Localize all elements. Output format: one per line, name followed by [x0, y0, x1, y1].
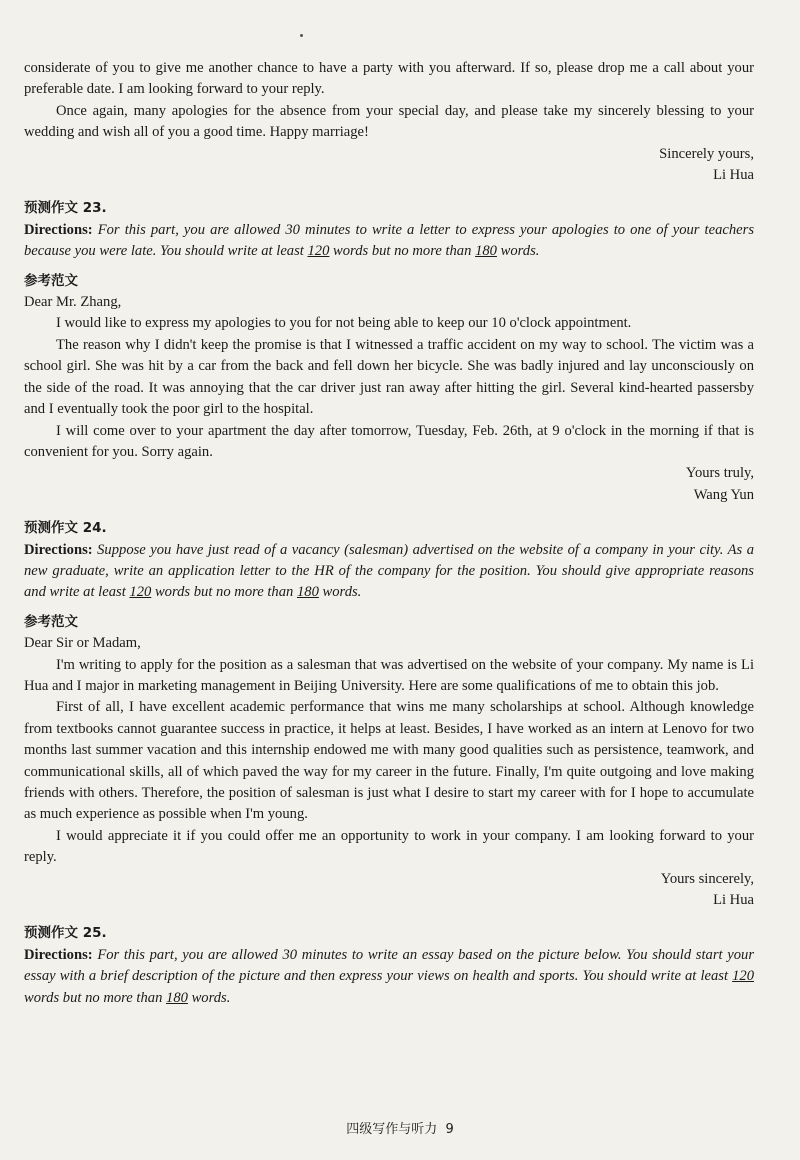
continuation-paragraph: considerate of you to give me another chance to have a party with you afterward. If so, please drop me a call about your preferable date. I am looking forward to your reply.: [24, 60, 754, 98]
letter-paragraph: The reason why I didn't keep the promise is that I witnessed a traffic accident on my way to school. The victim was a school girl. She was hit by a car from the back and fell down her bicycle. She was badly injured and lay unconsciously on the side of the road. It was annoying that the car driver just ran away after hitting the girl. Several kind-hearted passersby and I eventually took the poor girl to the hospital.: [24, 336, 754, 418]
min-words: 120: [307, 243, 330, 260]
letter-paragraph: I would like to express my apologies to you for not being able to keep our 10 o'clock appointment.: [56, 315, 632, 332]
letter-paragraph: I would appreciate it if you could offer me an opportunity to work in your company. I am looking forward to your reply.: [24, 827, 754, 866]
page-number: 9: [445, 1122, 454, 1137]
directions-text: words but no more than: [151, 584, 297, 601]
scan-speck: [300, 34, 303, 37]
max-words: 180: [296, 584, 319, 601]
continuation-paragraph: Once again, many apologies for the absence from your special day, and please take my sincerely blessing to your wedding and wish all of you a good time. Happy marriage!: [24, 102, 754, 141]
footer-title: 四级写作与听力: [346, 1122, 438, 1137]
letter-paragraph: First of all, I have excellent academic performance that wins me many scholarships at school. Although knowledge from textbooks cannot guarantee success in practice, it helps at least. Besides, I have worked as an intern at Lenovo for two months last summer vacation and this internship endowed me with many good qualities such as persistence, teamwork, and communicational skills, all of which paved the way for my career in the future. Finally, I'm quite outgoing and love making friends with others. Therefore, the position of salesman is just what I desire to start my career with for I hope to accumulate as much experience as possible when I'm young.: [24, 699, 754, 823]
signature: Li Hua: [713, 892, 754, 909]
letter-paragraph: I will come over to your apartment the day after tomorrow, Tuesday, Feb. 26th, at 9 o'clock in the morning if that is convenient for you. Sorry again.: [24, 422, 754, 460]
directions-24: [24, 540, 754, 604]
closing: Yours sincerely,: [660, 870, 754, 887]
max-words: 180: [475, 243, 497, 260]
sample-heading: 参考范文: [24, 272, 78, 289]
min-words: 120: [129, 584, 152, 601]
min-words: 120: [732, 968, 754, 985]
directions-text: For this part, you are allowed 30 minutes to write a letter to express your apologies to one of your teachers because you were late. You should write at least: [24, 221, 754, 260]
sample-heading: 参考范文: [24, 613, 78, 630]
directions-text: words.: [496, 243, 540, 260]
directions-label: Directions:: [24, 541, 93, 558]
directions-text: words.: [187, 989, 231, 1006]
section-heading-24: 预测作文 24.: [24, 520, 107, 537]
max-words: 180: [166, 989, 188, 1006]
signature: Li Hua: [713, 167, 754, 184]
directions-text: words but no more than: [329, 243, 476, 260]
directions-23: [24, 220, 754, 263]
directions-text: words.: [318, 584, 362, 601]
directions-label: Directions:: [24, 946, 93, 963]
section-heading-25: 预测作文 25.: [24, 925, 107, 942]
signature: Wang Yun: [693, 486, 754, 503]
directions-25: [24, 945, 754, 1009]
directions-text: words but no more than: [24, 989, 167, 1006]
closing: Sincerely yours,: [659, 145, 754, 162]
section-heading-23: 预测作文 23.: [24, 200, 107, 217]
page-footer: [0, 1118, 800, 1137]
directions-label: Directions:: [24, 221, 93, 238]
salutation: Dear Mr. Zhang,: [24, 294, 122, 311]
page-content: [24, 58, 754, 1009]
directions-text: Suppose you have just read of a vacancy (salesman) advertised on the website of a company in your city. As a new graduate, write an application letter to the HR of the company for the position. You should give appropriate reasons and write at least: [24, 541, 754, 601]
directions-text: For this part, you are allowed 30 minutes to write an essay based on the picture below. You should start your essay with a brief description of the picture and then express your views on health and sports. You should write at least: [24, 946, 754, 985]
letter-paragraph: I'm writing to apply for the position as a salesman that was advertised on the website of your company. My name is Li Hua and I major in marketing management in Beijing University. Here are some qualifications of me to obtain this job.: [24, 656, 754, 694]
salutation: Dear Sir or Madam,: [24, 635, 141, 652]
closing: Yours truly,: [685, 465, 754, 482]
